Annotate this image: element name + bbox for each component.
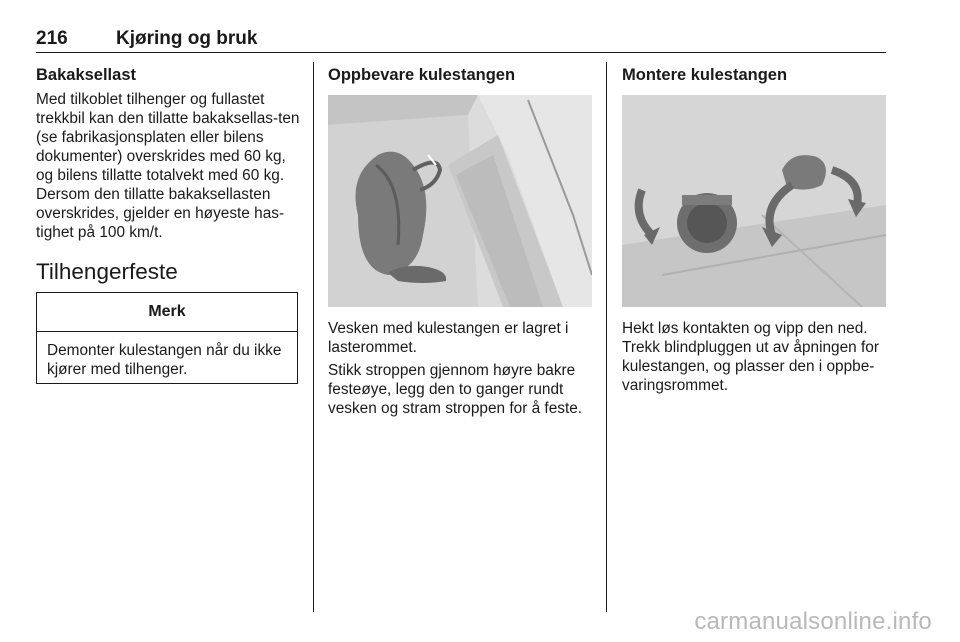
- bag-location-paragraph: Vesken med kulestangen er lagret i lasterommet.: [328, 320, 569, 356]
- page-number: 216: [36, 28, 68, 49]
- column-3: [622, 64, 892, 395]
- column-1: [36, 64, 302, 394]
- section-title-bakaksellast: Bakaksellast: [36, 66, 136, 84]
- tow-bar-socket-illustration: [622, 95, 886, 307]
- note-box: [36, 292, 298, 384]
- column-2: [328, 64, 598, 418]
- watermark: carmanualsonline.info: [694, 608, 932, 635]
- heading-tilhengerfeste: Tilhengerfeste: [36, 259, 178, 284]
- storage-bag-illustration: [328, 95, 592, 307]
- column-divider-2: [606, 62, 607, 612]
- note-title: Merk: [37, 293, 297, 332]
- section-title-montere: Montere kulestangen: [622, 66, 788, 84]
- strap-instructions-paragraph: Stikk stroppen gjennom høyre bakre festeøye, legg den to ganger rundt vesken og stram stroppen for å feste.: [328, 362, 583, 417]
- chapter-title: Kjøring og bruk: [116, 28, 258, 49]
- page-header: [36, 26, 886, 53]
- section-title-oppbevare: Oppbevare kulestangen: [328, 66, 516, 84]
- mounting-instructions-paragraph: Hekt løs kontakten og vipp den ned. Trekk blindpluggen ut av åpningen for kulestangen, og plasser den i oppbe-varingsrommet.: [622, 320, 879, 394]
- column-divider-1: [313, 62, 314, 612]
- note-body: Demonter kulestangen når du ikke kjører med tilhenger.: [47, 342, 282, 378]
- bakaksellast-paragraph: Med tilkoblet tilhenger og fullastet trekkbil kan den tillatte bakaksellas-ten (se fabrikasjonsplaten eller bilens dokumenter) overskrides med 60 kg, og bilens tillatte totalvekt med 60 kg. Dersom den tillatte bakaksellasten overskrides, gjelder en høyeste has-tighet på 100 km/t.: [36, 91, 300, 241]
